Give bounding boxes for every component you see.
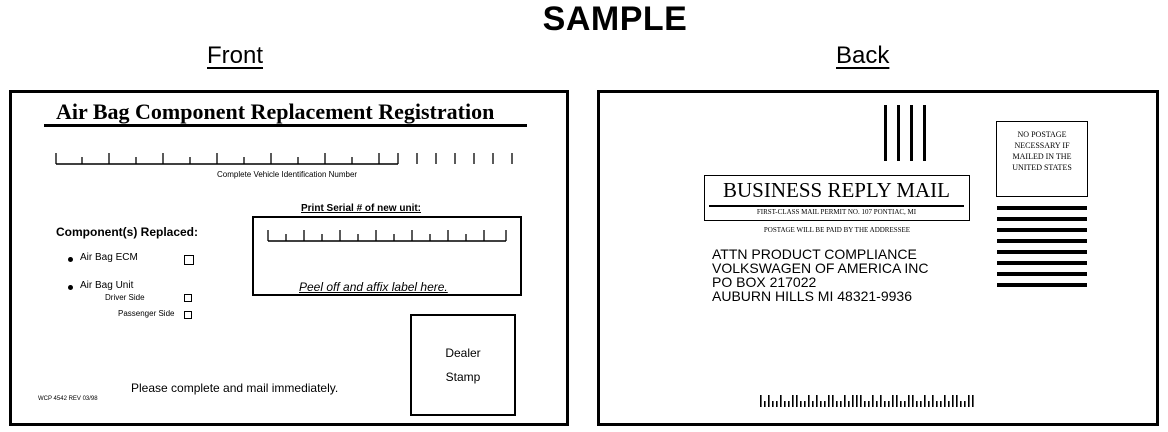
back-card xyxy=(597,90,1159,426)
address-block xyxy=(712,247,929,303)
components-heading: Component(s) Replaced: xyxy=(56,225,199,239)
ecm-checkbox[interactable] xyxy=(184,255,194,265)
card-title: Air Bag Component Replacement Registration xyxy=(56,99,495,124)
page-title: SAMPLE xyxy=(542,0,688,38)
address-line: AUBURN HILLS MI 48321-9936 xyxy=(712,288,912,304)
passenger-label: Passenger Side xyxy=(118,309,175,318)
bullet-icon xyxy=(68,285,73,290)
stamp-line2: Stamp xyxy=(445,370,481,384)
fim-bars xyxy=(882,105,932,163)
serial-label-box[interactable] xyxy=(252,216,522,296)
vin-caption: Complete Vehicle Identification Number xyxy=(217,170,358,179)
front-card xyxy=(9,90,569,426)
indicia-bars xyxy=(997,206,1089,288)
address-line: PO BOX 217022 xyxy=(712,274,817,290)
address-line: ATTN PRODUCT COMPLIANCE xyxy=(712,246,917,262)
bullet-icon xyxy=(68,257,73,262)
passenger-checkbox[interactable] xyxy=(184,311,192,319)
ecm-label: Air Bag ECM xyxy=(80,252,138,263)
serial-boxes xyxy=(266,228,512,244)
driver-checkbox[interactable] xyxy=(184,294,192,302)
permit-line: FIRST-CLASS MAIL PERMIT NO. 107 PONTIAC, MI xyxy=(756,208,917,216)
brm-rule xyxy=(709,205,964,207)
brm-box xyxy=(704,175,970,221)
peel-text: Peel off and affix label here. xyxy=(299,280,448,294)
no-postage-box: NO POSTAGE NECESSARY IF MAILED IN THE UNITED STATES xyxy=(996,121,1088,197)
serial-caption: Print Serial # of new unit: xyxy=(301,203,422,214)
form-code: WCP 4542 REV 03/98 xyxy=(38,396,98,402)
brm-title: BUSINESS REPLY MAIL xyxy=(723,178,950,202)
vin-boxes[interactable] xyxy=(52,151,522,167)
stamp-line1: Dealer xyxy=(445,346,481,360)
postage-line: POSTAGE WILL BE PAID BY THE ADDRESSEE xyxy=(763,226,911,234)
postnet-barcode xyxy=(760,393,980,409)
instruction-text: Please complete and mail immediately. xyxy=(131,381,339,395)
unit-label: Air Bag Unit xyxy=(80,280,134,291)
title-underline xyxy=(44,124,527,127)
front-label: Front xyxy=(207,42,264,69)
address-line: VOLKSWAGEN OF AMERICA INC xyxy=(712,260,929,276)
driver-label: Driver Side xyxy=(105,293,145,302)
back-label: Back xyxy=(836,42,890,69)
dealer-stamp-box xyxy=(410,314,516,416)
